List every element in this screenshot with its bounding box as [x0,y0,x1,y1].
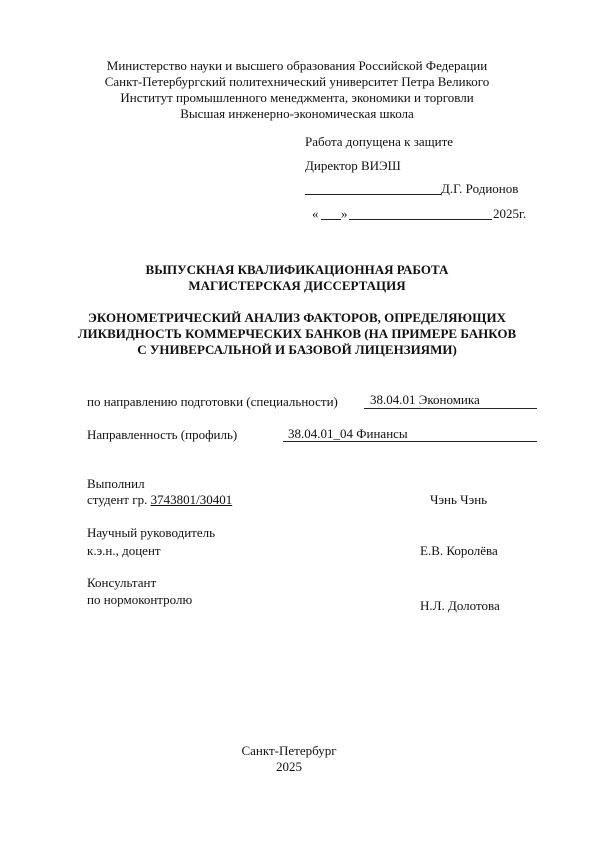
supervisor-label: Научный руководитель [87,525,216,540]
student-group: 3743801/30401 [150,492,233,507]
performed-label: Выполнил [87,476,145,491]
university-line: Санкт-Петербургский политехнический университет Петра Великого [104,74,490,89]
admitted-text: Работа допущена к защите [305,134,454,149]
institute-line: Институт промышленного менеджмента, экономики и торговли [120,90,474,105]
work-type-title [0,262,594,294]
topic-line-3: С УНИВЕРСАЛЬНОЙ И БАЗОВОЙ ЛИЦЕНЗИЯМИ) [137,342,457,357]
footer-year: 2025 [276,759,302,774]
topic-line-2: ЛИКВИДНОСТЬ КОММЕРЧЕСКИХ БАНКОВ (НА ПРИМЕРЕ БАНКОВ [77,326,517,341]
supervisor-degree: к.э.н., доцент [87,543,161,558]
institution-header [0,58,594,122]
work-type-line-2: МАГИСТЕРСКАЯ ДИССЕРТАЦИЯ [188,278,406,293]
student-name: Чэнь Чэнь [430,492,488,507]
date-year: 2025г. [493,206,527,221]
footer [0,743,586,775]
date-open-quote: « [312,206,319,221]
direction-label: по направлению подготовки (специальности) [87,394,338,409]
consultant-role: по нормоконтролю [87,592,193,607]
date-month-line [349,219,492,220]
work-type-line-1: ВЫПУСКНАЯ КВАЛИФИКАЦИОННАЯ РАБОТА [145,262,449,277]
consultant-label: Консультант [87,575,157,590]
director-name: Д.Г. Родионов [441,181,519,196]
direction-value-line [364,408,537,409]
profile-label: Направленность (профиль) [87,427,238,442]
direction-value: 38.04.01 Экономика [370,392,480,407]
director-label: Директор ВИЭШ [305,158,401,173]
date-day-line [321,219,341,220]
topic-line-1: ЭКОНОМЕТРИЧЕСКИЙ АНАЛИЗ ФАКТОРОВ, ОПРЕДЕЛЯЮЩИХ [88,310,506,325]
footer-city: Санкт-Петербург [241,743,337,758]
director-signature-line [305,194,441,195]
date-close-quote: » [341,206,348,221]
school-line: Высшая инженерно-экономическая школа [180,106,414,121]
ministry-line: Министерство науки и высшего образования Российской Федерации [106,58,488,73]
thesis-topic [0,310,594,358]
supervisor-name: Е.В. Королёва [420,543,498,558]
student-line [87,492,232,508]
profile-value: 38.04.01_04 Финансы [288,426,408,441]
consultant-name: Н.Л. Долотова [420,598,500,613]
student-prefix: студент гр. [87,492,151,507]
